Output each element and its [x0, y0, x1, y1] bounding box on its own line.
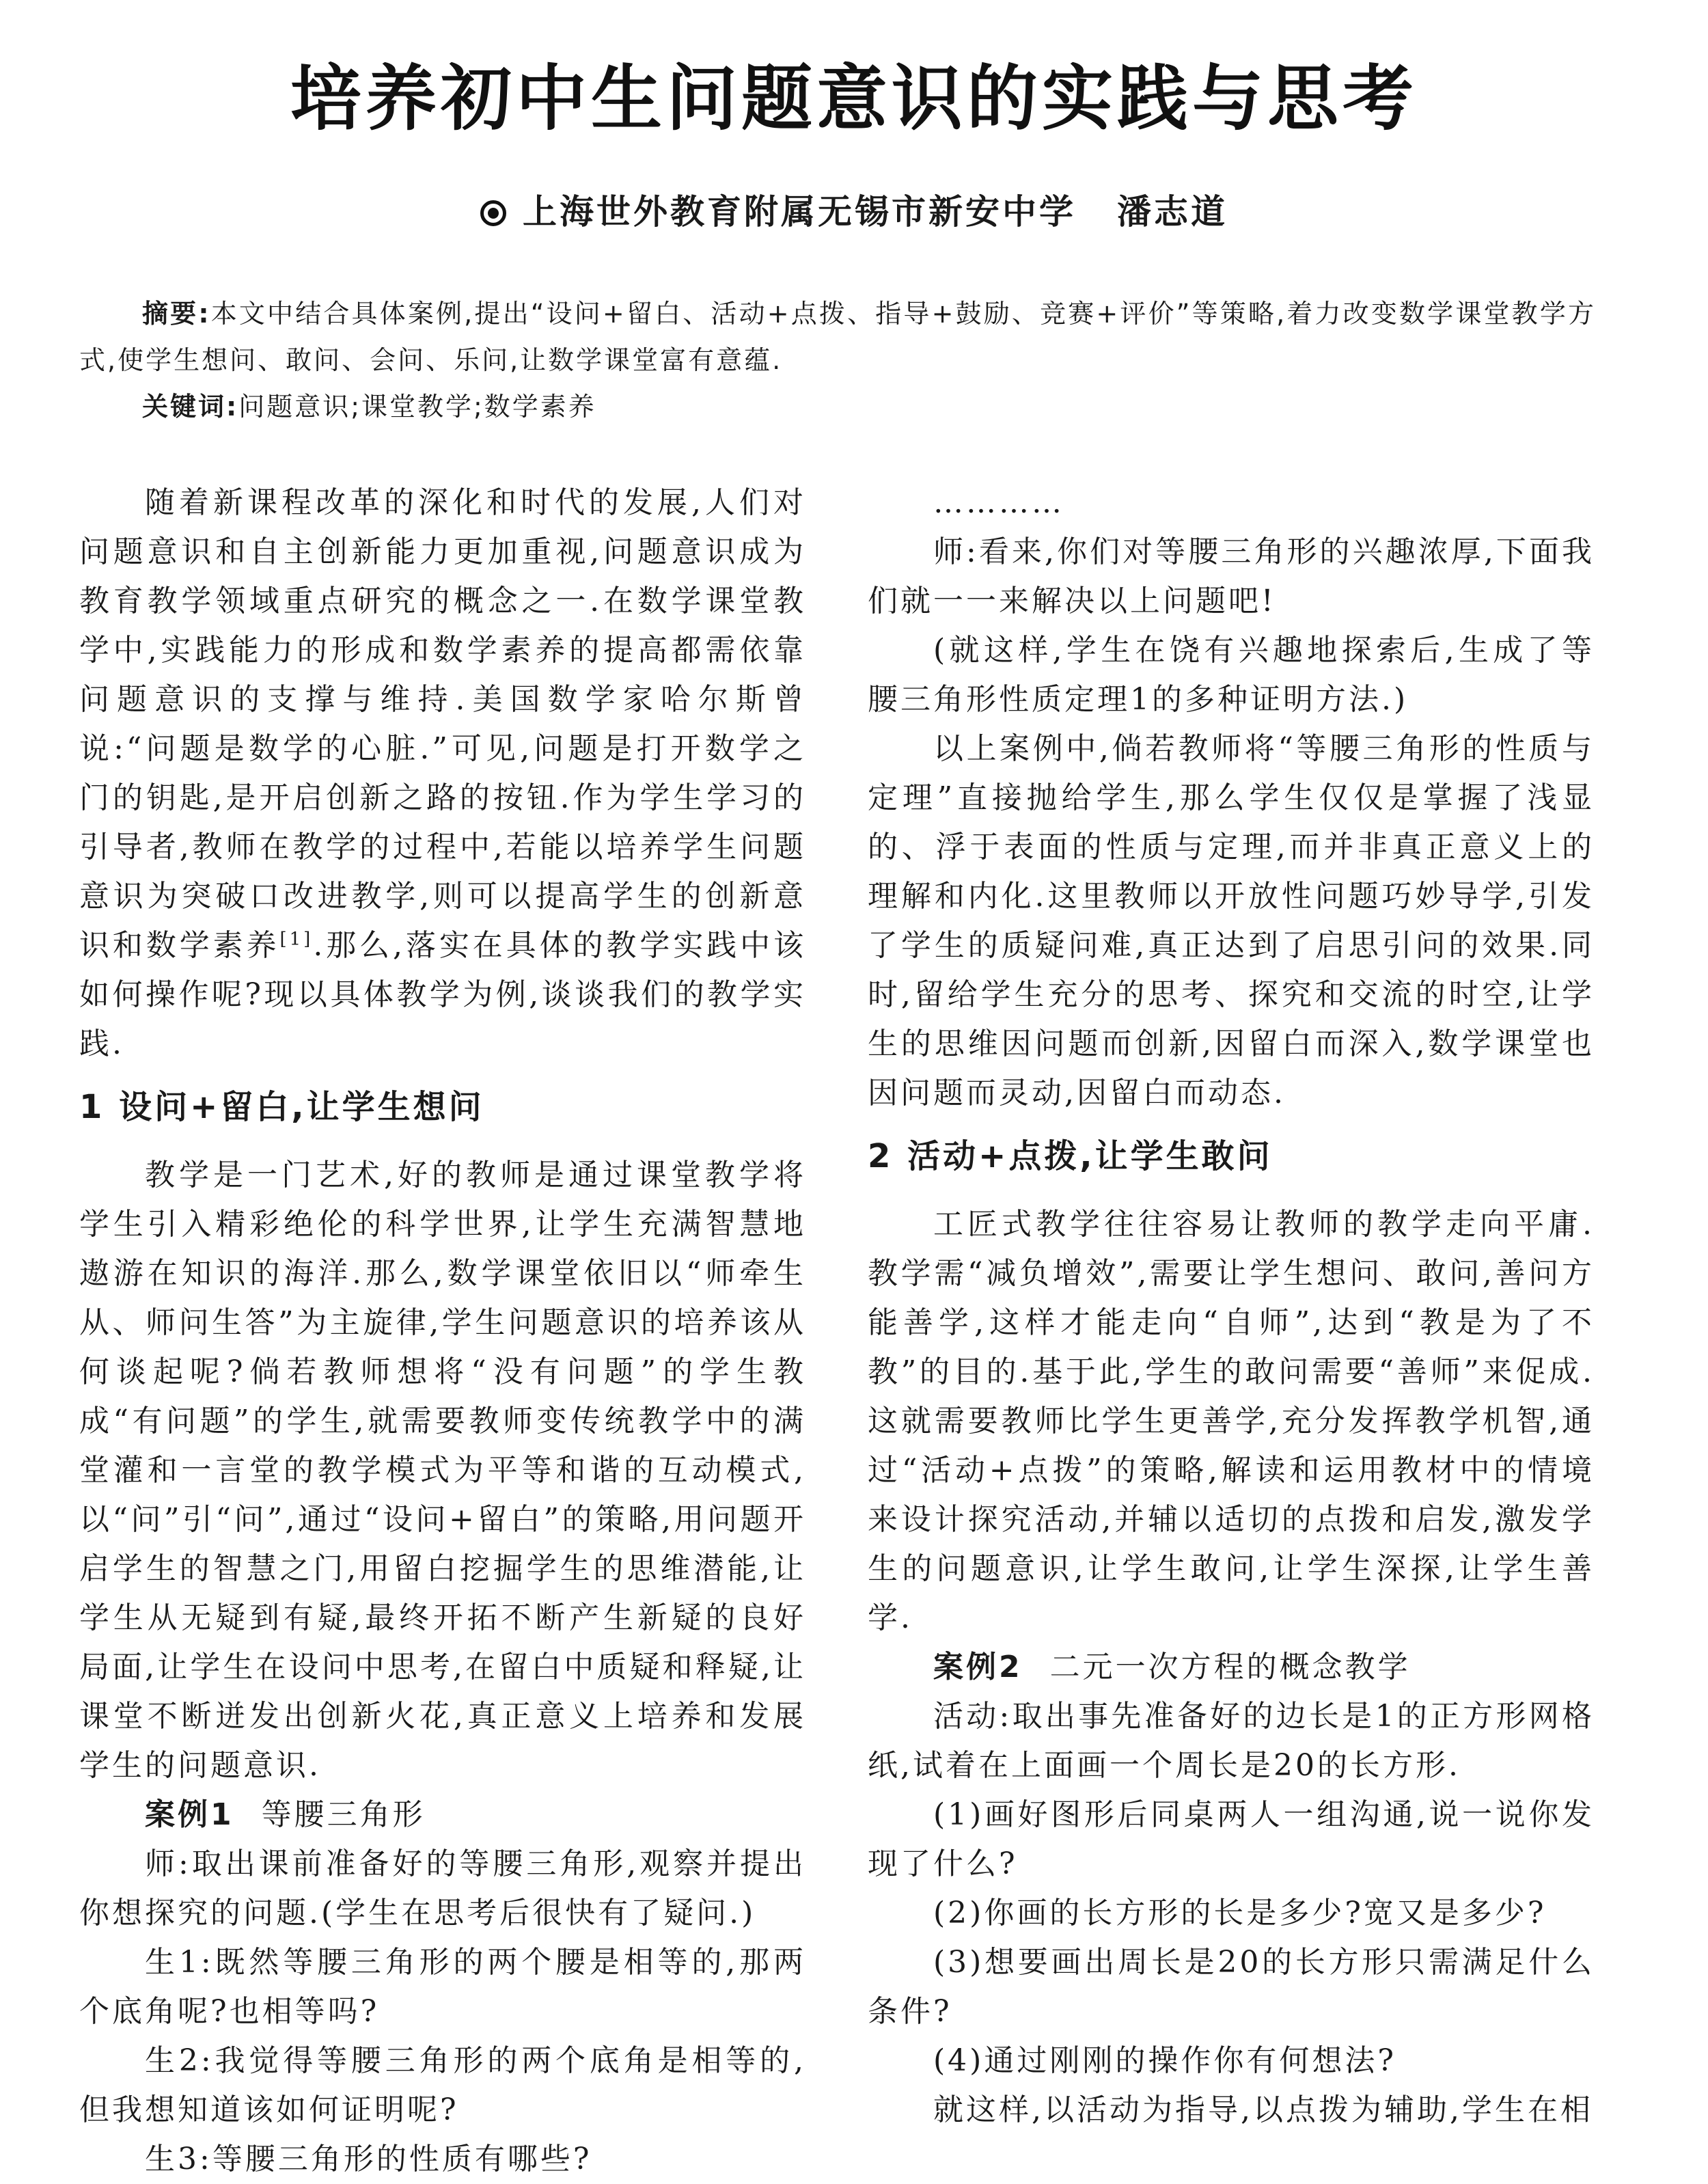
- closing-paragraph: 就这样,以活动为指导,以点拨为辅助,学生在相: [933, 2092, 1593, 2127]
- citation-ref: [1]: [279, 929, 314, 950]
- article-title: 培养初中生问题意识的实践与思考: [290, 57, 1418, 140]
- ellipsis: …………: [933, 485, 1064, 520]
- case2-label: 案例2: [933, 1650, 1023, 1684]
- section2-paragraph: 工匠式教学往往容易让教师的教学走向平庸.教学需“减负增效”,需要让学生想问、敢问,善问方能善学,这样才能走向“自师”,达到“教是为了不教”的目的.基于此,学生的敢问需要“善师”来促成.这就需要教师比学生更善学,充分发挥教学机智,通过“活动+点拨”的策略,解读和运用教材中的情境来设计探究活动,并辅以适切的点拨和启发,激发学生的问题意识,让学生敢问,让学生深探,让学生善学.: [868, 1207, 1595, 1635]
- dialogue-note: (就这样,学生在饶有兴趣地探索后,生成了等腰三角形性质定理1的多种证明方法.): [868, 633, 1595, 717]
- dialogue-teacher-2: 师:看来,你们对等腰三角形的兴趣浓厚,下面我们就一一来解决以上问题吧!: [868, 534, 1595, 618]
- dialogue-student-1: 生1:既然等腰三角形的两个腰是相等的,那两个底角呢?也相等吗?: [79, 1945, 806, 2029]
- activity-paragraph: 活动:取出事先准备好的边长是1的正方形网格纸,试着在上面画一个周长是20的长方形.: [868, 1699, 1595, 1783]
- question-3: (3)想要画出周长是20的长方形只需满足什么条件?: [868, 1945, 1595, 2029]
- case1-title: 等腰三角形: [261, 1797, 426, 1832]
- case1-label: 案例1: [145, 1797, 234, 1832]
- keywords-text: 问题意识;课堂教学;数学素养: [238, 392, 596, 422]
- author-name: 潘志道: [1117, 192, 1228, 232]
- question-2: (2)你画的长方形的长是多少?宽又是多少?: [933, 1896, 1547, 1930]
- dialogue-student-2: 生2:我觉得等腰三角形的两个底角是相等的,但我想知道该如何证明呢?: [79, 2043, 806, 2127]
- abstract-text: 本文中结合具体案例,提出“设问+留白、活动+点拨、指导+鼓励、竞赛+评价”等策略,着力改变数学课堂教学方式,使学生想问、敢问、会问、乐问,让数学课堂富有意蕴.: [79, 299, 1596, 375]
- case2-title: 二元一次方程的概念教学: [1049, 1650, 1411, 1684]
- dialogue-student-3: 生3:等腰三角形的性质有哪些?: [145, 2142, 592, 2176]
- intro-text: 随着新课程改革的深化和时代的发展,人们对问题意识和自主创新能力更加重视,问题意识成为教育教学领域重点研究的概念之一.在数学课堂教学中,实践能力的形成和数学素养的提高都需依靠问题意识的支撑与维持.美国数学家哈尔斯曾说:“问题是数学的心脏.”可见,问题是打开数学之门的钥匙,是开启创新之路的按钮.作为学生学习的引导者,教师在教学的过程中,若能以培养学生问题意识为突破口改进教学,则可以提高学生的创新意识和数学素养: [79, 485, 806, 963]
- abstract-block: [79, 290, 1596, 430]
- intro-paragraph: [79, 478, 806, 1069]
- question-4: (4)通过刚刚的操作你有何想法?: [933, 2043, 1396, 2078]
- section-heading-2: 2 活动+点拨,让学生敢问: [868, 1137, 1273, 1175]
- left-column: [79, 478, 806, 2184]
- question-1: (1)画好图形后同桌两人一组沟通,说一说你发现了什么?: [868, 1797, 1595, 1881]
- case1-heading: [79, 1790, 806, 1840]
- section1-paragraph: 教学是一门艺术,好的教师是通过课堂教学将学生引入精彩绝伦的科学世界,让学生充满智慧地遨游在知识的海洋.那么,数学课堂依旧以“师牵生从、师问生答”为主旋律,学生问题意识的培养该从何谈起呢?倘若教师想将“没有问题”的学生教成“有问题”的学生,就需要教师变传统教学中的满堂灌和一言堂的教学模式为平等和谐的互动模式,以“问”引“问”,通过“设问+留白”的策略,用问题开启学生的智慧之门,用留白挖掘学生的思维潜能,让学生从无疑到有疑,最终开拓不断产生新疑的良好局面,让学生在设问中思考,在留白中质疑和释疑,让课堂不断迸发出创新火花,真正意义上培养和发展学生的问题意识.: [79, 1158, 806, 1783]
- keywords-label: 关键词:: [142, 392, 239, 422]
- intro-text-end: .那么,落实在具体的教学实践中该如何操作呢?现以具体教学为例,谈谈我们的教学实践.: [79, 928, 806, 1061]
- case1-analysis: 以上案例中,倘若教师将“等腰三角形的性质与定理”直接抛给学生,那么学生仅仅是掌握了浅显的、浮于表面的性质与定理,而并非真正意义上的理解和内化.这里教师以开放性问题巧妙导学,引发了学生的质疑问难,真正达到了启思引问的效果.同时,留给学生充分的思考、探究和交流的时空,让学生的思维因问题而创新,因留白而深入,数学课堂也因问题而灵动,因留白而动态.: [868, 731, 1595, 1110]
- abstract: [79, 290, 1596, 383]
- section-heading-1: 1 设问+留白,让学生想问: [79, 1088, 484, 1126]
- dialogue-teacher: 师:取出课前准备好的等腰三角形,观察并提出你想探究的问题.(学生在思考后很快有了疑问.): [79, 1846, 806, 1930]
- author-line: [0, 185, 1708, 234]
- circled-dot-icon: [480, 200, 506, 226]
- right-column: [868, 478, 1595, 2135]
- abstract-label: 摘要:: [142, 299, 211, 329]
- case2-heading: [868, 1643, 1595, 1692]
- keywords: [79, 383, 1596, 430]
- author-affiliation: 上海世外教育附属无锡市新安中学: [523, 192, 1076, 232]
